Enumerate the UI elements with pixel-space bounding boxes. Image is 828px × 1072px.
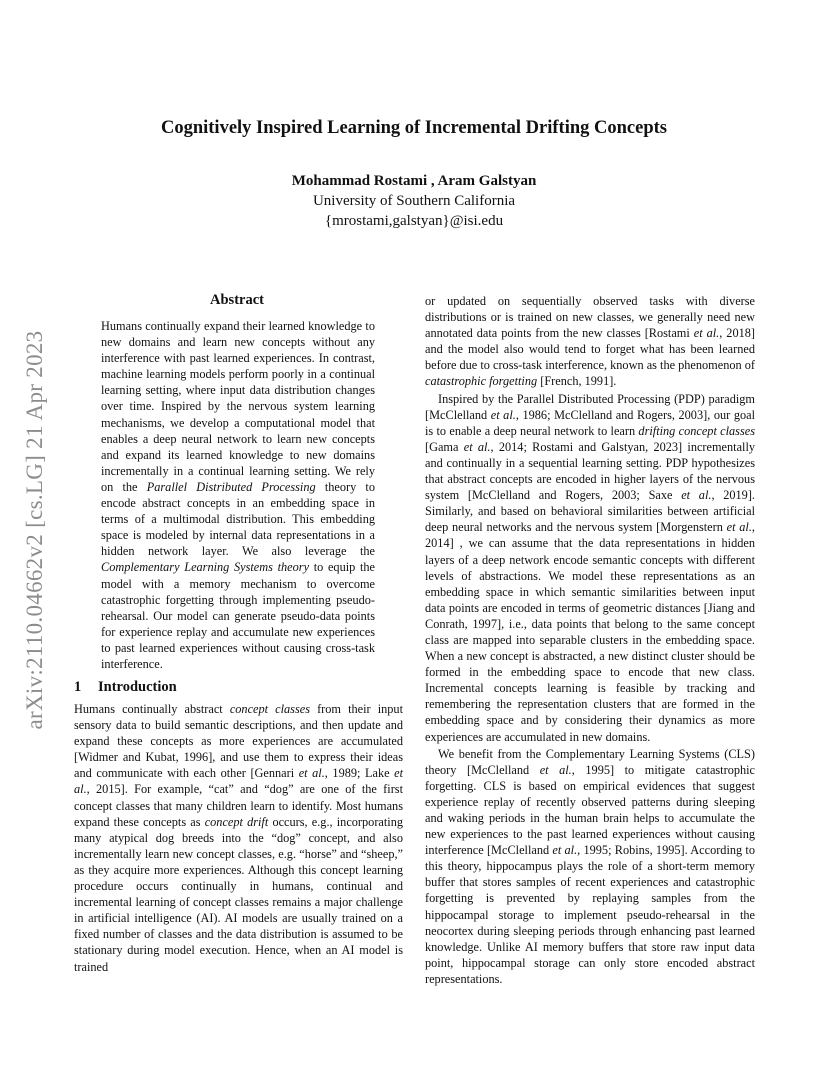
introduction-paragraph-2: Inspired by the Parallel Distributed Processing (PDP) paradigm [McClelland et al., 1986; McClelland and Rogers, 2003], our goal is to enable a deep neural network to learn drifting concept classes [Gama et al., 2014; Rostami and Galstyan, 2023] incrementally and continually in a sequential learning setting. PDP hypothesizes that abstract concepts are encoded in higher layers of the nervous system [McClelland and Rogers, 2003; Saxe et al., 2019]. Similarly, and based on behavioral similarities between artificial deep neural networks and the nervous system [Morgenstern et al., 2014] , we can assume that the data representations in hidden layers of a deep network encode semantic concepts with different levels of abstractions. We model these representations as an embedding space in which semantic similarities between input data points are encoded in terms of geometric distances [Jiang and Conrath, 1997], i.e., data points that belong to the same concept class are mapped into separable clusters in the embedding space. When a new concept is abstracted, a new distinct cluster should be formed in the embedding space to encode that new class. Incremental concepts learning is feasible by tracking and remembering the representation clusters that are formed in the embedding space and by considering their dynamics as more experiences are accumulated in new domains.: [425, 391, 756, 744]
introduction-paragraph-1-continued: or updated on sequentially observed tasks with diverse distributions or is trained on new classes, we generally need new annotated data points from the new classes [Rostami et al., 2018] and the model also would tend to forget what has been learned before due to cross-task interference, known as the phenomenon of catastrophic forgetting [French, 1991].: [425, 294, 755, 389]
abstract-heading: Abstract: [210, 292, 264, 308]
section-heading-introduction: [74, 679, 177, 696]
right-column: [425, 293, 755, 987]
introduction-paragraph-3: We benefit from the Complementary Learning Systems (CLS) theory [McClelland et al., 1995] to mitigate catastrophic forgetting. CLS is based on empirical evidences that suggest experience replay of recently observed patterns during sleeping and waking periods in the human brain helps to accumulate the new experiences to the past learned experiences without causing interference [McClelland et al., 1995; Robins, 1995]. According to this theory, hippocampus plays the role of a short-term memory buffer that stores samples of recent experiences and catastrophic forgetting is prevented by replaying samples from the hippocampal storage to implement pseudo-rehearsal in the neocortex during sleeping periods through enhancing past learned knowledge. Unlike AI memory buffers that store raw input data point, hippocampal storage can only store encoded abstract representations.: [425, 746, 756, 986]
section-title: Introduction: [98, 679, 177, 695]
paper-title: Cognitively Inspired Learning of Incremental Drifting Concepts: [160, 118, 667, 138]
author-list: Mohammad Rostami , Aram Galstyan: [291, 173, 537, 189]
author-affiliation: University of Southern California: [312, 193, 516, 209]
abstract-body: Humans continually expand their learned knowledge to new domains and learn new concepts without any interference with past learned experiences. In contrast, machine learning models perform poorly in a continual learning setting, where input data distribution changes over time. Inspired by the nervous system learning mechanisms, we develop a computational model that enables a deep neural network to learn new concepts and expand its learned knowledge to new domains incrementally in a continual learning setting. We rely on the Parallel Distributed Processing theory to encode abstract concepts in an embedding space in terms of a multimodal distribution. This embedding space is modeled by internal data representations in a hidden network layer. We also leverage the Complementary Learning Systems theory to equip the model with a memory mechanism to overcome catastrophic forgetting through implementing pseudo-rehearsal. Our model can generate pseudo-data points for experience replay and accumulate new experiences to past learned experiences without causing cross-task interference.: [101, 319, 375, 671]
arxiv-identifier-stamp: arXiv:2110.04662v2 [cs.LG] 21 Apr 2023: [22, 330, 47, 730]
author-email: {mrostami,galstyan}@isi.edu: [324, 213, 504, 229]
section-number: 1: [74, 679, 82, 695]
introduction-paragraph-1: Humans continually abstract concept classes from their input sensory data to build semantic descriptions, and then update and expand these concepts as more experiences are accumulated [Widmer and Kubat, 1996], and use them to express their ideas and communicate with each other [Gennari et al., 1989; Lake et al., 2015]. For example, “cat” and “dog” are one of the first concept classes that many children learn to identify. Most humans expand these concepts as concept drift occurs, e.g., incorporating many atypical dog breeds into the “dog” concept, and also incrementally learn new concept classes, e.g. “horse” and “sheep,” as they acquire more experiences. Although this concept learning procedure occurs continually in humans, continual and incremental learning of concept classes remains a major challenge in artificial intelligence (AI). AI models are usually trained on a fixed number of classes and the data distribution is assumed to be stationary during model execution. Hence, when an AI model is trained: [74, 702, 404, 974]
